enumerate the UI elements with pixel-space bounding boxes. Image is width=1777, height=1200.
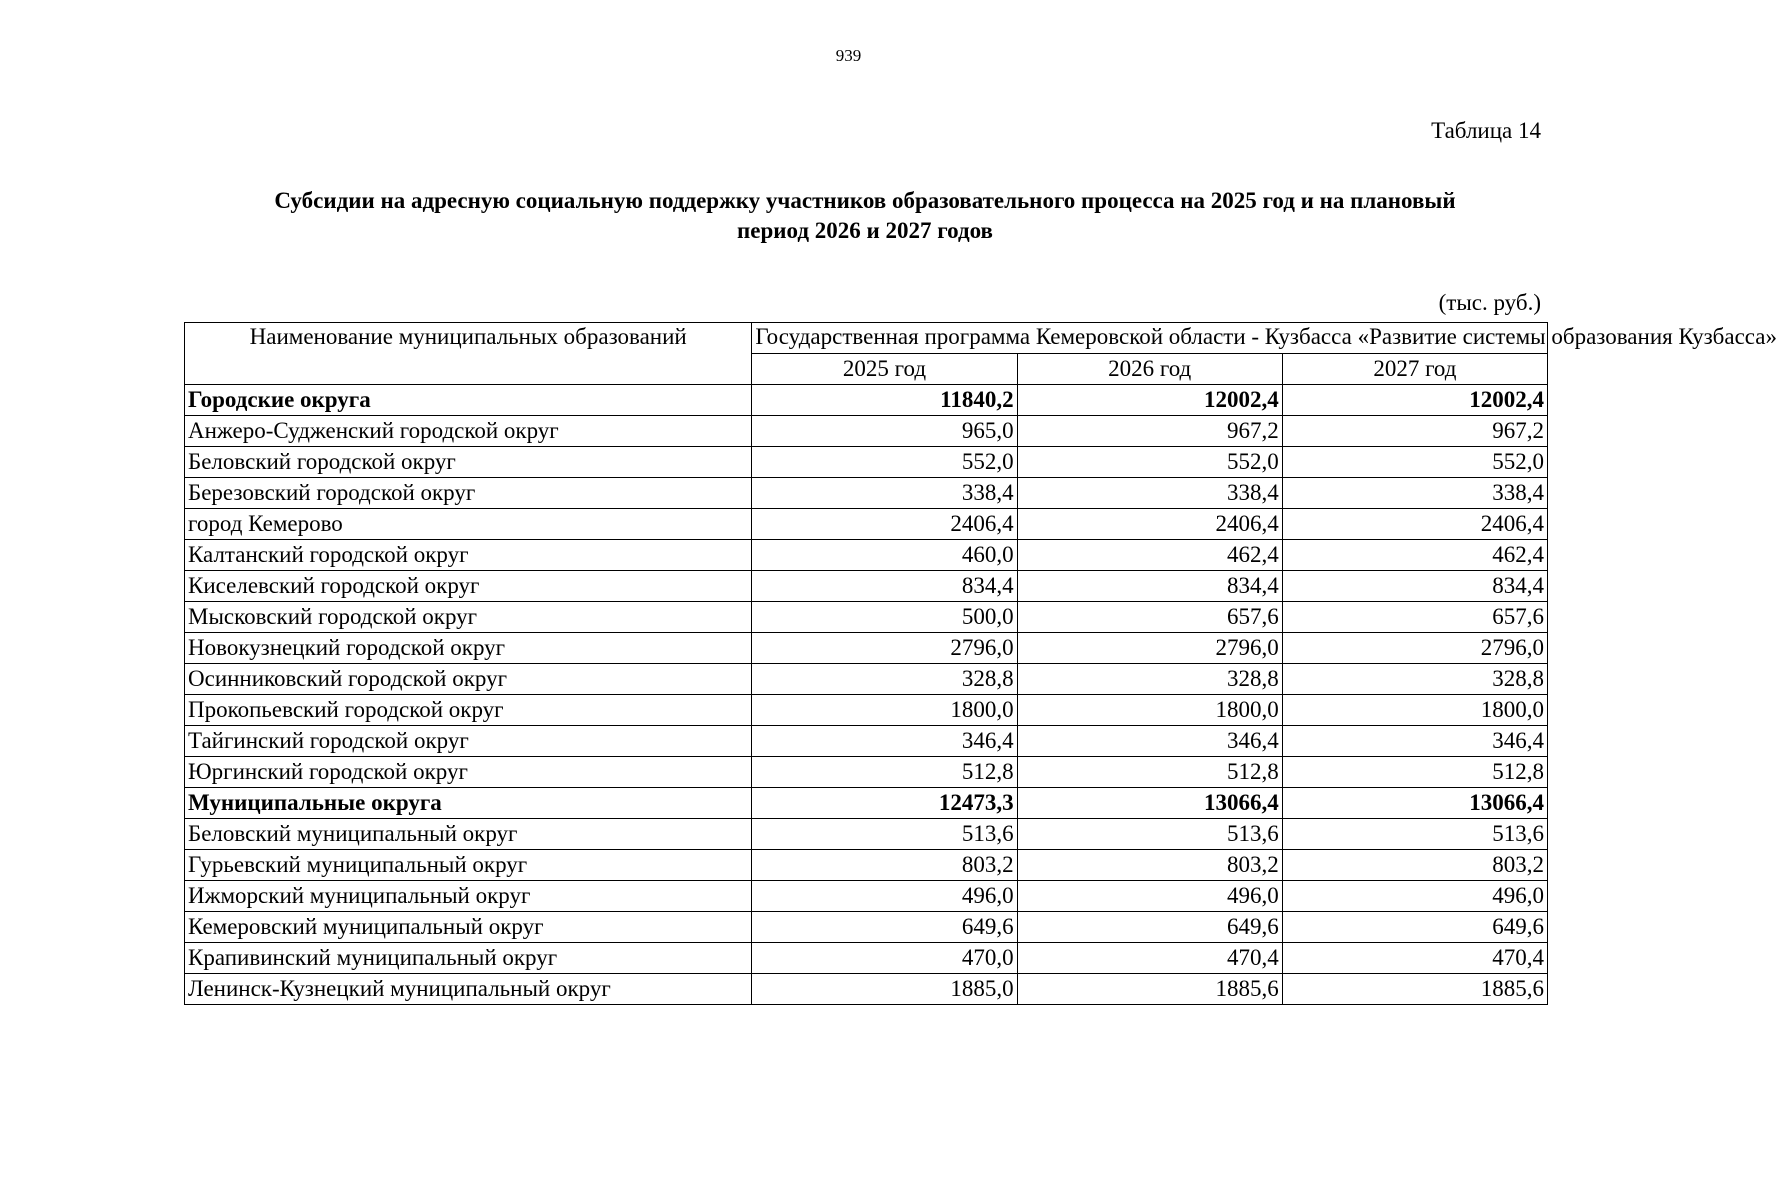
value-cell-2027: 513,6 (1282, 819, 1547, 850)
value-cell-2027: 512,8 (1282, 757, 1547, 788)
table-group-row (185, 788, 1548, 819)
value-cell-2025: 346,4 (752, 726, 1017, 757)
table-row (185, 664, 1548, 695)
table-row (185, 819, 1548, 850)
value-cell-2025: 1800,0 (752, 695, 1017, 726)
value-cell-2026: 512,8 (1017, 757, 1282, 788)
value-cell-2027: 967,2 (1282, 416, 1547, 447)
municipality-name-cell: Крапивинский муниципальный округ (185, 943, 752, 974)
value-cell-2025: 2406,4 (752, 509, 1017, 540)
table-row (185, 757, 1548, 788)
title-line-1: Субсидии на адресную социальную поддержку участников образовательного процесса на 2025 год и на плановый (274, 188, 1456, 213)
value-cell-2027: 496,0 (1282, 881, 1547, 912)
table-row (185, 974, 1548, 1005)
municipality-name-cell: город Кемерово (185, 509, 752, 540)
value-cell-2027: 1885,6 (1282, 974, 1547, 1005)
value-cell-2026: 338,4 (1017, 478, 1282, 509)
table-row (185, 602, 1548, 633)
value-cell-2026: 803,2 (1017, 850, 1282, 881)
value-cell-2026: 552,0 (1017, 447, 1282, 478)
municipality-name-cell: Березовский городской округ (185, 478, 752, 509)
value-cell-2025: 834,4 (752, 571, 1017, 602)
value-cell-2025: 12473,3 (752, 788, 1017, 819)
value-cell-2025: 496,0 (752, 881, 1017, 912)
municipality-name-cell: Осинниковский городской округ (185, 664, 752, 695)
value-cell-2027: 470,4 (1282, 943, 1547, 974)
table-row (185, 571, 1548, 602)
value-cell-2026: 496,0 (1017, 881, 1282, 912)
municipality-name-cell: Новокузнецкий городской округ (185, 633, 752, 664)
municipality-name-cell: Киселевский городской округ (185, 571, 752, 602)
table-row (185, 943, 1548, 974)
header-program: Государственная программа Кемеровской области - Кузбасса «Развитие системы образования Кузбасса» (752, 323, 1548, 354)
table-label: Таблица 14 (1431, 118, 1541, 143)
value-cell-2027: 552,0 (1282, 447, 1547, 478)
value-cell-2027: 12002,4 (1282, 385, 1547, 416)
municipality-name-cell: Беловский муниципальный округ (185, 819, 752, 850)
value-cell-2027: 657,6 (1282, 602, 1547, 633)
table-row (185, 478, 1548, 509)
value-cell-2025: 470,0 (752, 943, 1017, 974)
value-cell-2027: 338,4 (1282, 478, 1547, 509)
table-row (185, 509, 1548, 540)
page-number: 939 (835, 46, 862, 65)
municipality-name-cell: Тайгинский городской округ (185, 726, 752, 757)
municipality-name-cell: Кемеровский муниципальный округ (185, 912, 752, 943)
table-row (185, 540, 1548, 571)
value-cell-2026: 657,6 (1017, 602, 1282, 633)
value-cell-2027: 649,6 (1282, 912, 1547, 943)
municipality-name-cell: Юргинский городской округ (185, 757, 752, 788)
document-title (190, 186, 1540, 246)
value-cell-2025: 512,8 (752, 757, 1017, 788)
header-year-2025: 2025 год (752, 354, 1017, 385)
municipality-name-cell: Прокопьевский городской округ (185, 695, 752, 726)
value-cell-2026: 513,6 (1017, 819, 1282, 850)
value-cell-2027: 2796,0 (1282, 633, 1547, 664)
table-body (185, 385, 1548, 1005)
header-municipality-name: Наименование муниципальных образований (185, 323, 752, 385)
value-cell-2025: 328,8 (752, 664, 1017, 695)
value-cell-2025: 460,0 (752, 540, 1017, 571)
value-cell-2027: 328,8 (1282, 664, 1547, 695)
table-row (185, 416, 1548, 447)
value-cell-2025: 552,0 (752, 447, 1017, 478)
municipality-name-cell: Ленинск-Кузнецкий муниципальный округ (185, 974, 752, 1005)
value-cell-2025: 513,6 (752, 819, 1017, 850)
value-cell-2025: 2796,0 (752, 633, 1017, 664)
value-cell-2026: 12002,4 (1017, 385, 1282, 416)
value-cell-2027: 2406,4 (1282, 509, 1547, 540)
value-cell-2027: 1800,0 (1282, 695, 1547, 726)
value-cell-2026: 462,4 (1017, 540, 1282, 571)
value-cell-2026: 649,6 (1017, 912, 1282, 943)
table-row (185, 695, 1548, 726)
table-group-row (185, 385, 1548, 416)
value-cell-2026: 1800,0 (1017, 695, 1282, 726)
table-row (185, 726, 1548, 757)
value-cell-2025: 803,2 (752, 850, 1017, 881)
value-cell-2026: 13066,4 (1017, 788, 1282, 819)
table-row (185, 850, 1548, 881)
value-cell-2026: 470,4 (1017, 943, 1282, 974)
table-row (185, 633, 1548, 664)
municipality-name-cell: Беловский городской округ (185, 447, 752, 478)
municipality-name-cell: Мысковский городской округ (185, 602, 752, 633)
units-label: (тыс. руб.) (1438, 290, 1541, 315)
municipality-name-cell: Калтанский городской округ (185, 540, 752, 571)
value-cell-2026: 328,8 (1017, 664, 1282, 695)
title-line-2: период 2026 и 2027 годов (737, 218, 993, 243)
value-cell-2026: 2406,4 (1017, 509, 1282, 540)
municipality-name-cell: Муниципальные округа (185, 788, 752, 819)
header-year-2026: 2026 год (1017, 354, 1282, 385)
header-year-2027: 2027 год (1282, 354, 1547, 385)
municipality-name-cell: Анжеро-Судженский городской округ (185, 416, 752, 447)
value-cell-2027: 462,4 (1282, 540, 1547, 571)
value-cell-2025: 1885,0 (752, 974, 1017, 1005)
value-cell-2026: 346,4 (1017, 726, 1282, 757)
table-row (185, 912, 1548, 943)
municipality-name-cell: Ижморский муниципальный округ (185, 881, 752, 912)
value-cell-2025: 500,0 (752, 602, 1017, 633)
table-row (185, 447, 1548, 478)
municipality-name-cell: Гурьевский муниципальный округ (185, 850, 752, 881)
value-cell-2026: 2796,0 (1017, 633, 1282, 664)
value-cell-2026: 967,2 (1017, 416, 1282, 447)
table-row (185, 881, 1548, 912)
value-cell-2027: 346,4 (1282, 726, 1547, 757)
value-cell-2027: 13066,4 (1282, 788, 1547, 819)
value-cell-2025: 965,0 (752, 416, 1017, 447)
value-cell-2025: 649,6 (752, 912, 1017, 943)
value-cell-2026: 1885,6 (1017, 974, 1282, 1005)
value-cell-2027: 834,4 (1282, 571, 1547, 602)
value-cell-2026: 834,4 (1017, 571, 1282, 602)
municipality-name-cell: Городские округа (185, 385, 752, 416)
subsidies-table (184, 322, 1777, 1005)
value-cell-2027: 803,2 (1282, 850, 1547, 881)
value-cell-2025: 11840,2 (752, 385, 1017, 416)
value-cell-2025: 338,4 (752, 478, 1017, 509)
